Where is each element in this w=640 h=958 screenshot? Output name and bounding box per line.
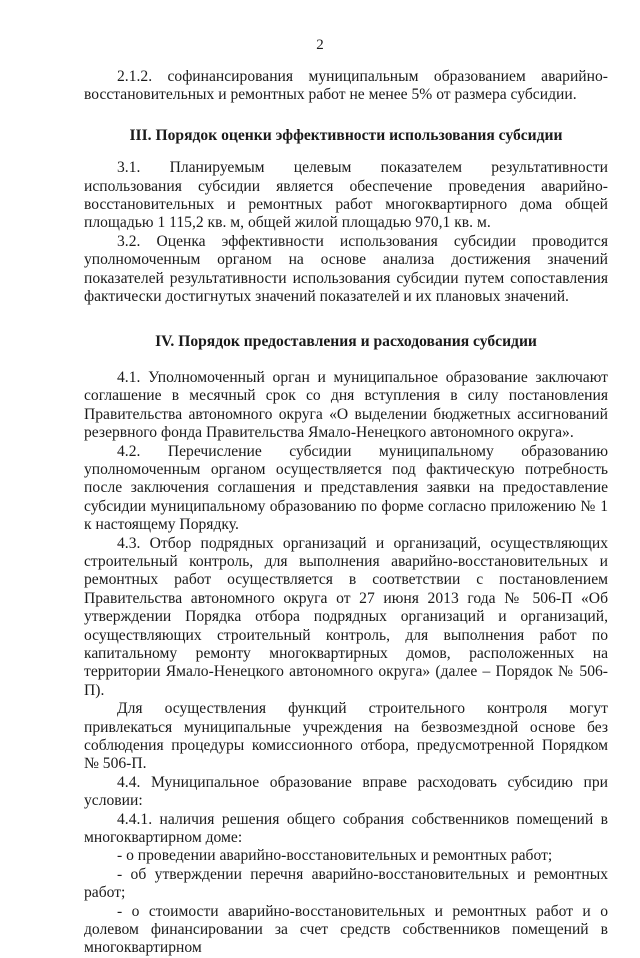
- paragraph-4-4-1: 4.4.1. наличия решения общего собрания собственников помещений в многоквартирном доме:: [84, 810, 608, 847]
- document-body: [84, 68, 608, 958]
- paragraph-4-1: 4.1. Уполномоченный орган и муниципальное образование заключают соглашение в месячный срок со дня вступления в силу постановления Правительства автономного округа «О выделении бюджетных ассигнований резервного фонда Правительства Ямало-Ненецкого автономного округа».: [84, 368, 608, 442]
- paragraph-4-3-extra: Для осуществления функций строительного контроля могут привлекаться муниципальные учреждения на безвозмездной основе без соблюдения процедуры комиссионного отбора, предусмотренной Порядком № 506-П.: [84, 700, 608, 773]
- section-heading-4: IV. Порядок предоставления и расходования субсидии: [155, 333, 537, 351]
- list-item-2: - об утверждении перечня аварийно-восстановительных и ремонтных работ;: [84, 865, 608, 902]
- section-heading-3: III. Порядок оценки эффективности использования субсидии: [129, 126, 563, 144]
- paragraph-4-3: 4.3. Отбор подрядных организаций и организаций, осуществляющих строительный контроль, для выполнения аварийно-восстановительных и ремонтных работ осуществляется в соответствии с постановлением Правительства автономного округа от 27 июня 2013 года № 506-П «Об утверждении Порядка отбора подрядных организаций и организаций, осуществляющих строительный контроль, для выполнения работ по капитальному ремонту многоквартирных домов, расположенных на территории Ямало-Ненецкого автономного округа» (далее – Порядок № 506-П).: [84, 534, 608, 699]
- paragraph-4-2: 4.2. Перечисление субсидии муниципальному образованию уполномоченным органом осуществляется под фактическую потребность после заключения соглашения и представления заявки на предоставление субсидии муниципальному образованию по форме согласно приложению № 1 к настоящему Порядку.: [84, 442, 608, 534]
- list-item-1: - о проведении аварийно-восстановительных и ремонтных работ;: [117, 847, 553, 865]
- page-number: 2: [316, 37, 324, 53]
- list-item-3: - о стоимости аварийно-восстановительных и ремонтных работ и о долевом финансировании за счет средств собственников помещений в многоквартирном: [84, 902, 608, 957]
- paragraph-2-1-2: 2.1.2. софинансирования муниципальным образованием аварийно-восстановительных и ремонтных работ не менее 5% от размера субсидии.: [84, 68, 608, 104]
- paragraph-3-2: 3.2. Оценка эффективности использования субсидии проводится уполномоченным органом на основе анализа достижения значений показателей результативности использования субсидии путем сопоставления фактически достигнутых значений показателей и их плановых значений.: [84, 232, 608, 306]
- paragraph-4-4: 4.4. Муниципальное образование вправе расходовать субсидию при условии:: [84, 773, 608, 810]
- paragraph-3-1: 3.1. Планируемым целевым показателем результативности использования субсидии является обеспечение проведения аварийно-восстановительных и ремонтных работ многоквартирного дома общей площадью 1 115,2 кв. м, общей жилой площадью 970,1 кв. м.: [84, 159, 608, 232]
